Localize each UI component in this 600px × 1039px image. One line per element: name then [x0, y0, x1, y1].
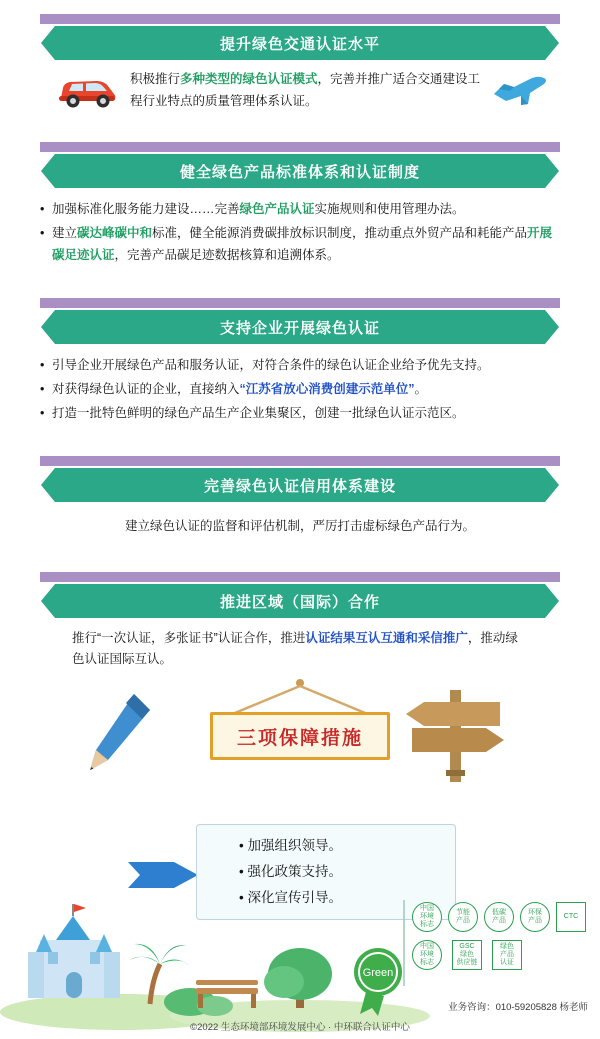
section-3-purple-bar — [0, 298, 600, 310]
section-1-paragraph: 积极推行多种类型的绿色认证模式，完善并推广适合交通建设工程行业特点的质量管理体系认证。 — [130, 72, 481, 108]
section-2 — [0, 112, 600, 266]
arrow-right-icon — [128, 858, 200, 892]
list-item: • 对获得绿色认证的企业，直接纳入“江苏省放心消费创建示范单位”。 — [52, 378, 560, 400]
section-1-content — [0, 60, 600, 112]
list-item: • 加强组织领导。 — [239, 833, 455, 859]
cert-logo-icon: 中国 环境 标志 — [412, 902, 442, 932]
list-item: • 建立碳达峰碳中和标准，健全能源消费碳排放标识制度，推动重点外贸产品和耗能产品开展碳足迹认证，完善产品碳足迹数据核算和追溯体系。 — [52, 222, 560, 266]
section-4 — [0, 426, 600, 534]
section-1 — [0, 0, 600, 112]
section-2-purple-bar — [0, 142, 600, 154]
cert-logo-icon: 中国 环境 标志 — [412, 940, 442, 970]
section-5-header — [55, 584, 545, 618]
section-1-title: 提升绿色交通认证水平 — [219, 35, 380, 53]
footer-illustration — [0, 894, 600, 1039]
section-4-paragraph: 建立绿色认证的监督和评估机制，严厉打击虚标绿色产品行为。 — [124, 519, 475, 533]
certification-logos-row-2 — [412, 940, 522, 970]
section-1-header — [55, 26, 545, 60]
cert-logo-icon: 节能 产品 — [448, 902, 478, 932]
footer-copyright: ©2022 生态环境部环境发展中心 · 中环联合认证中心 — [190, 1022, 410, 1033]
section-5-purple-bar — [0, 572, 600, 584]
cert-logo-icon: 低碳 产品 — [484, 902, 514, 932]
cert-logo-icon: CTC — [556, 902, 586, 932]
section-3-title: 支持企业开展绿色认证 — [219, 319, 380, 337]
car-icon — [44, 70, 130, 110]
section-4-purple-bar — [0, 456, 600, 468]
airplane-icon — [484, 70, 556, 110]
section-3-bullets — [0, 344, 600, 424]
section-2-bullets — [0, 188, 600, 266]
list-item: • 加强标准化服务能力建设……完善绿色产品认证实施规则和使用管理办法。 — [52, 198, 560, 220]
section-1-purple-bar — [0, 14, 600, 26]
signpost-icon — [400, 684, 510, 784]
svg-text:Green: Green — [362, 967, 394, 979]
footer-contact: 业务咨询：010-59205828 杨老师 — [448, 1002, 588, 1013]
cert-logo-icon: GSC 绿色 供应链 — [452, 940, 482, 970]
pencil-icon — [72, 690, 162, 782]
list-item: • 深化宣传引导。 — [239, 885, 455, 911]
list-item: • 引导企业开展绿色产品和服务认证，对符合条件的绿色认证企业给予优先支持。 — [52, 354, 560, 376]
list-item: • 强化政策支持。 — [239, 859, 455, 885]
cert-logo-icon: 绿色 产品 认证 — [492, 940, 522, 970]
section-4-title: 完善绿色认证信用体系建设 — [203, 477, 396, 495]
section-5 — [0, 534, 600, 670]
list-item: • 打造一批特色鲜明的绿色产品生产企业集聚区，创建一批绿色认证示范区。 — [52, 402, 560, 424]
section-3 — [0, 268, 600, 424]
section-3-header — [55, 310, 545, 344]
section-4-header — [55, 468, 545, 502]
banner-box — [210, 712, 390, 760]
certification-logos-row-1 — [412, 902, 586, 932]
section-2-title: 健全绿色产品标准体系和认证制度 — [179, 163, 420, 181]
banner-label: 三项保障措施 — [236, 727, 363, 749]
cert-logo-icon: 环保 产品 — [520, 902, 550, 932]
section-5-paragraph: 推行“一次认证，多张证书”认证合作，推进认证结果互认互通和采信推广，推动绿色认证国际互认。 — [72, 631, 518, 666]
section-5-title: 推进区域（国际）合作 — [219, 593, 380, 611]
section-2-header — [55, 154, 545, 188]
banner-area — [0, 678, 600, 788]
